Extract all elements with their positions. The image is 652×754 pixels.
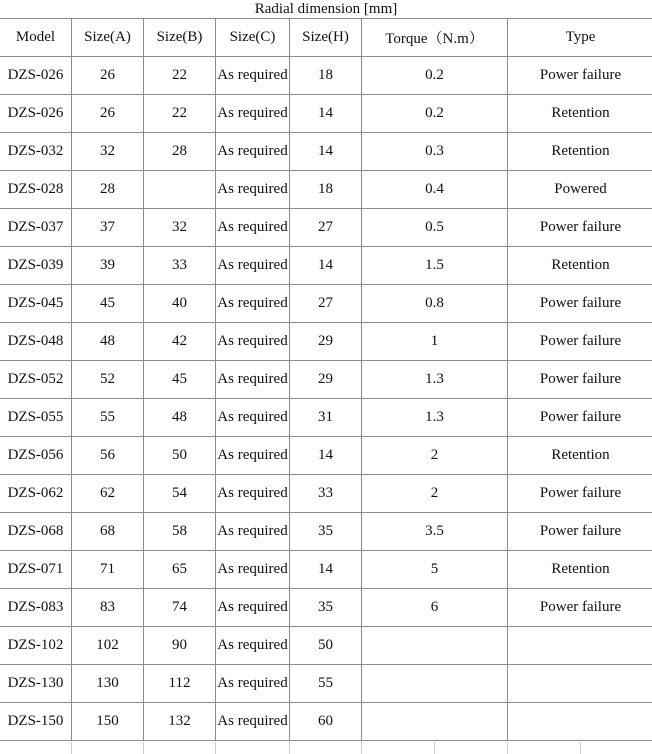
cell-size-h: 18 bbox=[290, 171, 362, 209]
cell-model: DZS-026 bbox=[0, 95, 72, 133]
cell-torque: 1.5 bbox=[362, 247, 508, 285]
cell-type: Retention bbox=[508, 247, 652, 285]
header-row bbox=[0, 19, 652, 57]
table-row bbox=[0, 133, 652, 171]
cell-torque: 0.2 bbox=[362, 57, 508, 95]
column-divider bbox=[289, 742, 290, 754]
col-header-type: Type bbox=[508, 19, 652, 57]
cell-torque: 0.3 bbox=[362, 133, 508, 171]
column-divider bbox=[507, 742, 508, 754]
cell-type: Power failure bbox=[508, 361, 652, 399]
cell-size-b: 50 bbox=[144, 437, 216, 475]
cell-model: DZS-045 bbox=[0, 285, 72, 323]
cell-size-b: 45 bbox=[144, 361, 216, 399]
cell-size-a: 45 bbox=[72, 285, 144, 323]
table-row bbox=[0, 589, 652, 627]
cell-torque bbox=[362, 627, 508, 665]
cell-size-a: 37 bbox=[72, 209, 144, 247]
cell-size-c: As required bbox=[216, 95, 290, 133]
cell-size-h: 55 bbox=[290, 665, 362, 703]
col-header-torque: Torque（N.m） bbox=[362, 19, 508, 57]
cell-size-b: 33 bbox=[144, 247, 216, 285]
cell-size-a: 32 bbox=[72, 133, 144, 171]
cell-size-c: As required bbox=[216, 551, 290, 589]
table-row bbox=[0, 323, 652, 361]
cell-size-h: 14 bbox=[290, 133, 362, 171]
cell-type: Power failure bbox=[508, 589, 652, 627]
cell-model: DZS-052 bbox=[0, 361, 72, 399]
cell-size-h: 60 bbox=[290, 703, 362, 741]
cell-model: DZS-048 bbox=[0, 323, 72, 361]
cell-size-h: 14 bbox=[290, 95, 362, 133]
cell-torque: 1.3 bbox=[362, 399, 508, 437]
cell-size-a: 130 bbox=[72, 665, 144, 703]
column-divider bbox=[361, 742, 362, 754]
cell-torque: 3.5 bbox=[362, 513, 508, 551]
table-row bbox=[0, 437, 652, 475]
cell-size-a: 102 bbox=[72, 627, 144, 665]
cell-size-c: As required bbox=[216, 171, 290, 209]
cell-size-h: 35 bbox=[290, 589, 362, 627]
cell-size-a: 62 bbox=[72, 475, 144, 513]
cell-size-c: As required bbox=[216, 133, 290, 171]
table-row bbox=[0, 475, 652, 513]
cell-type: Powered bbox=[508, 171, 652, 209]
cell-type bbox=[508, 703, 652, 741]
cell-size-h: 27 bbox=[290, 285, 362, 323]
cell-size-h: 14 bbox=[290, 551, 362, 589]
cell-model: DZS-068 bbox=[0, 513, 72, 551]
cell-model: DZS-039 bbox=[0, 247, 72, 285]
cell-model: DZS-083 bbox=[0, 589, 72, 627]
cell-size-b: 58 bbox=[144, 513, 216, 551]
cell-model: DZS-055 bbox=[0, 399, 72, 437]
cell-type: Power failure bbox=[508, 513, 652, 551]
column-divider bbox=[215, 742, 216, 754]
cell-size-a: 26 bbox=[72, 57, 144, 95]
table-row bbox=[0, 513, 652, 551]
cell-size-b: 112 bbox=[144, 665, 216, 703]
table-row bbox=[0, 285, 652, 323]
cell-size-b: 74 bbox=[144, 589, 216, 627]
cell-size-b: 65 bbox=[144, 551, 216, 589]
table-row bbox=[0, 171, 652, 209]
cell-size-c: As required bbox=[216, 703, 290, 741]
cell-size-c: As required bbox=[216, 437, 290, 475]
cell-torque bbox=[362, 665, 508, 703]
cell-model: DZS-071 bbox=[0, 551, 72, 589]
cell-size-b: 40 bbox=[144, 285, 216, 323]
col-header-size-c: Size(C) bbox=[216, 19, 290, 57]
spec-table bbox=[0, 18, 652, 741]
cell-size-a: 52 bbox=[72, 361, 144, 399]
cell-size-h: 29 bbox=[290, 361, 362, 399]
cell-type: Retention bbox=[508, 95, 652, 133]
table-row bbox=[0, 95, 652, 133]
cell-model: DZS-032 bbox=[0, 133, 72, 171]
cell-size-b: 22 bbox=[144, 95, 216, 133]
cell-model: DZS-028 bbox=[0, 171, 72, 209]
col-header-size-a: Size(A) bbox=[72, 19, 144, 57]
cell-size-c: As required bbox=[216, 399, 290, 437]
cell-size-b: 90 bbox=[144, 627, 216, 665]
cell-size-h: 31 bbox=[290, 399, 362, 437]
cell-size-h: 14 bbox=[290, 437, 362, 475]
cell-size-h: 50 bbox=[290, 627, 362, 665]
cell-size-c: As required bbox=[216, 627, 290, 665]
cell-size-c: As required bbox=[216, 57, 290, 95]
cell-size-b: 42 bbox=[144, 323, 216, 361]
cell-model: DZS-026 bbox=[0, 57, 72, 95]
column-divider bbox=[434, 742, 435, 754]
table-row bbox=[0, 209, 652, 247]
cell-size-b: 28 bbox=[144, 133, 216, 171]
cell-size-b: 32 bbox=[144, 209, 216, 247]
cell-model: DZS-102 bbox=[0, 627, 72, 665]
cell-size-a: 26 bbox=[72, 95, 144, 133]
cell-size-a: 150 bbox=[72, 703, 144, 741]
cell-torque: 1.3 bbox=[362, 361, 508, 399]
cell-size-a: 55 bbox=[72, 399, 144, 437]
cell-torque: 6 bbox=[362, 589, 508, 627]
table-row bbox=[0, 703, 652, 741]
cell-size-a: 28 bbox=[72, 171, 144, 209]
cell-size-a: 83 bbox=[72, 589, 144, 627]
cell-torque: 2 bbox=[362, 437, 508, 475]
cell-size-b: 22 bbox=[144, 57, 216, 95]
cell-torque: 0.4 bbox=[362, 171, 508, 209]
cell-model: DZS-062 bbox=[0, 475, 72, 513]
col-header-size-h: Size(H) bbox=[290, 19, 362, 57]
cell-type: Power failure bbox=[508, 285, 652, 323]
cell-type bbox=[508, 665, 652, 703]
cell-size-a: 48 bbox=[72, 323, 144, 361]
cell-type: Power failure bbox=[508, 57, 652, 95]
cell-model: DZS-150 bbox=[0, 703, 72, 741]
cell-type: Power failure bbox=[508, 323, 652, 361]
cell-size-b: 48 bbox=[144, 399, 216, 437]
cell-size-a: 39 bbox=[72, 247, 144, 285]
cell-size-c: As required bbox=[216, 513, 290, 551]
table-row bbox=[0, 361, 652, 399]
cell-size-c: As required bbox=[216, 665, 290, 703]
cell-size-b bbox=[144, 171, 216, 209]
cell-type: Retention bbox=[508, 551, 652, 589]
cell-size-b: 132 bbox=[144, 703, 216, 741]
cell-size-a: 56 bbox=[72, 437, 144, 475]
column-divider bbox=[71, 742, 72, 754]
cell-size-h: 29 bbox=[290, 323, 362, 361]
cell-size-a: 68 bbox=[72, 513, 144, 551]
cell-size-h: 18 bbox=[290, 57, 362, 95]
column-divider bbox=[580, 742, 581, 754]
cell-torque: 0.8 bbox=[362, 285, 508, 323]
table-row bbox=[0, 247, 652, 285]
cell-size-h: 35 bbox=[290, 513, 362, 551]
cell-type: Power failure bbox=[508, 475, 652, 513]
cell-model: DZS-130 bbox=[0, 665, 72, 703]
cell-torque: 1 bbox=[362, 323, 508, 361]
cell-torque: 2 bbox=[362, 475, 508, 513]
column-divider bbox=[143, 742, 144, 754]
cell-size-a: 71 bbox=[72, 551, 144, 589]
cell-size-c: As required bbox=[216, 589, 290, 627]
cell-type bbox=[508, 627, 652, 665]
cell-model: DZS-037 bbox=[0, 209, 72, 247]
cell-size-c: As required bbox=[216, 247, 290, 285]
table-row bbox=[0, 57, 652, 95]
col-header-model: Model bbox=[0, 19, 72, 57]
cell-size-c: As required bbox=[216, 361, 290, 399]
cell-size-c: As required bbox=[216, 323, 290, 361]
cell-size-b: 54 bbox=[144, 475, 216, 513]
table-row bbox=[0, 551, 652, 589]
cell-size-h: 27 bbox=[290, 209, 362, 247]
cell-type: Power failure bbox=[508, 209, 652, 247]
cell-size-h: 33 bbox=[290, 475, 362, 513]
cell-size-c: As required bbox=[216, 285, 290, 323]
table-row bbox=[0, 665, 652, 703]
table-continuation-edge bbox=[0, 742, 652, 754]
cell-torque: 0.2 bbox=[362, 95, 508, 133]
cell-torque bbox=[362, 703, 508, 741]
cell-type: Retention bbox=[508, 133, 652, 171]
cell-torque: 0.5 bbox=[362, 209, 508, 247]
cell-torque: 5 bbox=[362, 551, 508, 589]
table-row bbox=[0, 399, 652, 437]
cell-size-h: 14 bbox=[290, 247, 362, 285]
cell-model: DZS-056 bbox=[0, 437, 72, 475]
cell-size-c: As required bbox=[216, 475, 290, 513]
cell-type: Power failure bbox=[508, 399, 652, 437]
col-header-size-b: Size(B) bbox=[144, 19, 216, 57]
cell-type: Retention bbox=[508, 437, 652, 475]
table-row bbox=[0, 627, 652, 665]
table-caption: Radial dimension [mm] bbox=[254, 1, 398, 17]
cell-size-c: As required bbox=[216, 209, 290, 247]
